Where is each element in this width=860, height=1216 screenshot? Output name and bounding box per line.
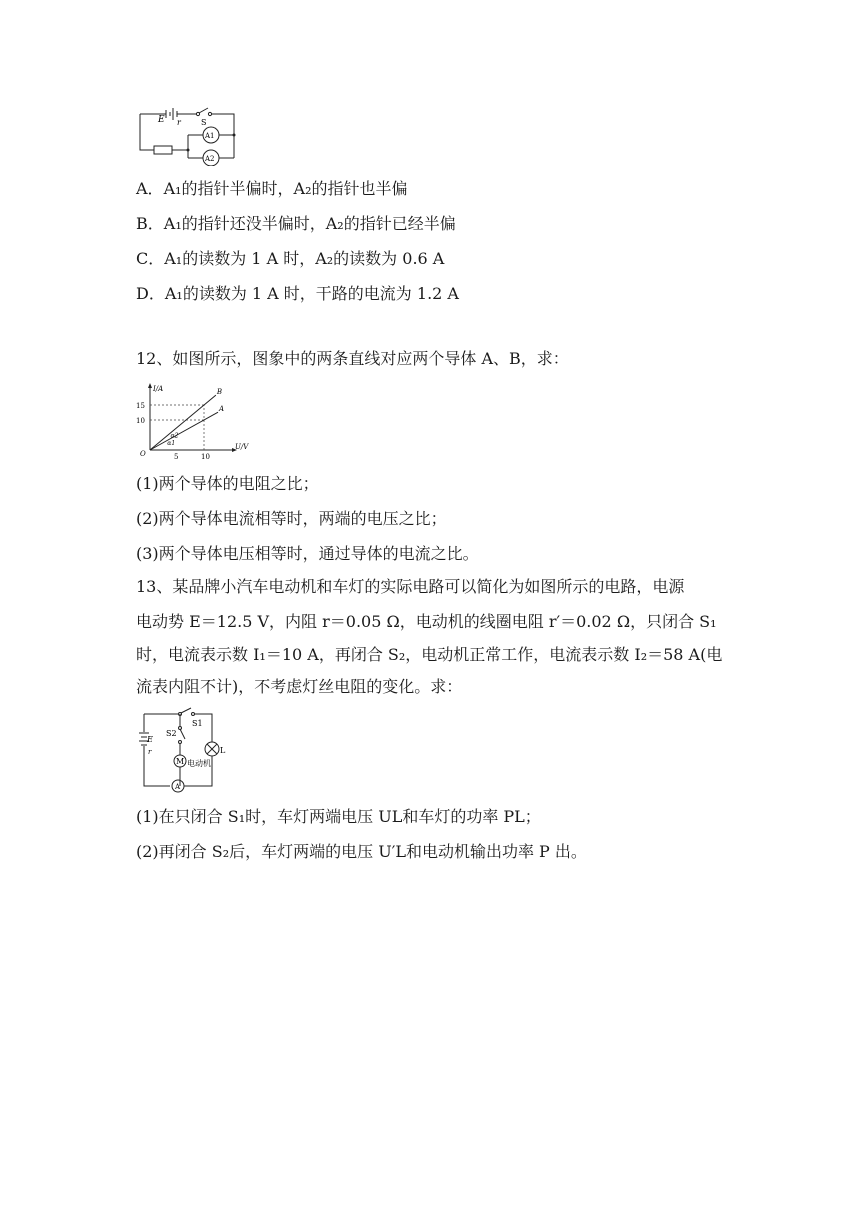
- y-tick-label: 15: [136, 402, 145, 410]
- y-tick-label: 10: [136, 417, 145, 425]
- label-E: E: [147, 735, 153, 744]
- q13-stem-line-3: 时，电流表示数 I₁＝10 A，再闭合 S₂，电动机正常工作，电流表示数 I₂＝58 A(电: [136, 645, 723, 664]
- y-axis-arrow: [148, 383, 152, 388]
- q12-stem: 12、如图所示，图象中的两条直线对应两个导体 A、B，求：: [136, 349, 569, 368]
- q13-circuit-svg: [136, 706, 236, 794]
- angle-alpha2-label: α2: [170, 432, 179, 440]
- q13-part-2: (2)再闭合 S₂后，车灯两端的电压 U′L和电动机输出功率 P 出。: [136, 842, 587, 861]
- q13-stem-line-1: 13、某品牌小汽车电动机和车灯的实际电路可以简化为如图所示的电路，电源: [136, 577, 685, 596]
- junction-dot: [233, 134, 236, 137]
- option-letter: B．: [136, 214, 164, 233]
- series-line-A: [150, 412, 218, 450]
- option-text: A₁的读数为 1 A 时，干路的电流为 1.2 A: [164, 284, 459, 303]
- q11-circuit-svg: [136, 102, 240, 166]
- option-letter: C．: [136, 249, 165, 268]
- ammeter-A2-label: A2: [205, 155, 215, 163]
- x-tick-label: 10: [201, 453, 210, 461]
- q11-option-c: [136, 249, 444, 269]
- label-S: S: [201, 118, 207, 127]
- q12-part-2: (2)两个导体电流相等时，两端的电压之比；: [136, 509, 447, 528]
- option-letter: A．: [136, 179, 164, 198]
- y-axis-label: I/A: [153, 385, 164, 393]
- iu-chart-svg: [136, 378, 254, 462]
- q13-circuit-diagram: [136, 706, 236, 794]
- q13-part-1: (1)在只闭合 S₁时，车灯两端电压 UL和车灯的功率 PL；: [136, 807, 541, 826]
- option-text: A₁的指针还没半偏时，A₂的指针已经半偏: [163, 214, 456, 233]
- q11-option-a: [136, 179, 408, 199]
- junction-dot: [187, 149, 190, 152]
- option-text: A₁的读数为 1 A 时，A₂的读数为 0.6 A: [164, 249, 445, 268]
- ammeter-A1-label: A1: [205, 132, 215, 140]
- option-text: A₁的指针半偏时，A₂的指针也半偏: [163, 179, 408, 198]
- label-r: r: [148, 748, 152, 756]
- q12-part-1: (1)两个导体的电阻之比；: [136, 474, 319, 493]
- q13-stem-line-4: 流表内阻不计)，不考虑灯丝电阻的变化。求：: [136, 677, 463, 696]
- ammeter-A-label: A: [175, 783, 181, 791]
- series-label-B: B: [216, 388, 223, 397]
- origin-label: O: [140, 450, 146, 458]
- q12-part-3: (3)两个导体电压相等时，通过导体的电流之比。: [136, 544, 479, 563]
- series-label-A: A: [219, 405, 225, 414]
- angle-alpha1-label: α1: [167, 440, 176, 448]
- q11-option-d: [136, 284, 459, 304]
- x-axis-label: U/V: [235, 443, 249, 451]
- x-tick-label: 5: [174, 453, 179, 461]
- label-S2: S2: [166, 729, 177, 738]
- lamp-L-label: L: [220, 746, 226, 755]
- series-line-B: [150, 395, 216, 450]
- motor-M-label: M: [176, 757, 185, 766]
- label-E: E: [158, 115, 165, 125]
- label-S1: S1: [192, 719, 203, 728]
- q11-circuit-diagram: [136, 102, 240, 166]
- q13-stem-line-2: 电动势 E＝12.5 V，内阻 r＝0.05 Ω，电动机的线圈电阻 r′＝0.02 Ω，只闭合 S₁: [136, 612, 717, 631]
- option-letter: D．: [136, 284, 165, 303]
- label-r: r: [177, 118, 181, 127]
- q11-option-b: [136, 214, 456, 234]
- motor-label: 电动机: [187, 759, 211, 768]
- q12-iu-graph: [136, 378, 254, 462]
